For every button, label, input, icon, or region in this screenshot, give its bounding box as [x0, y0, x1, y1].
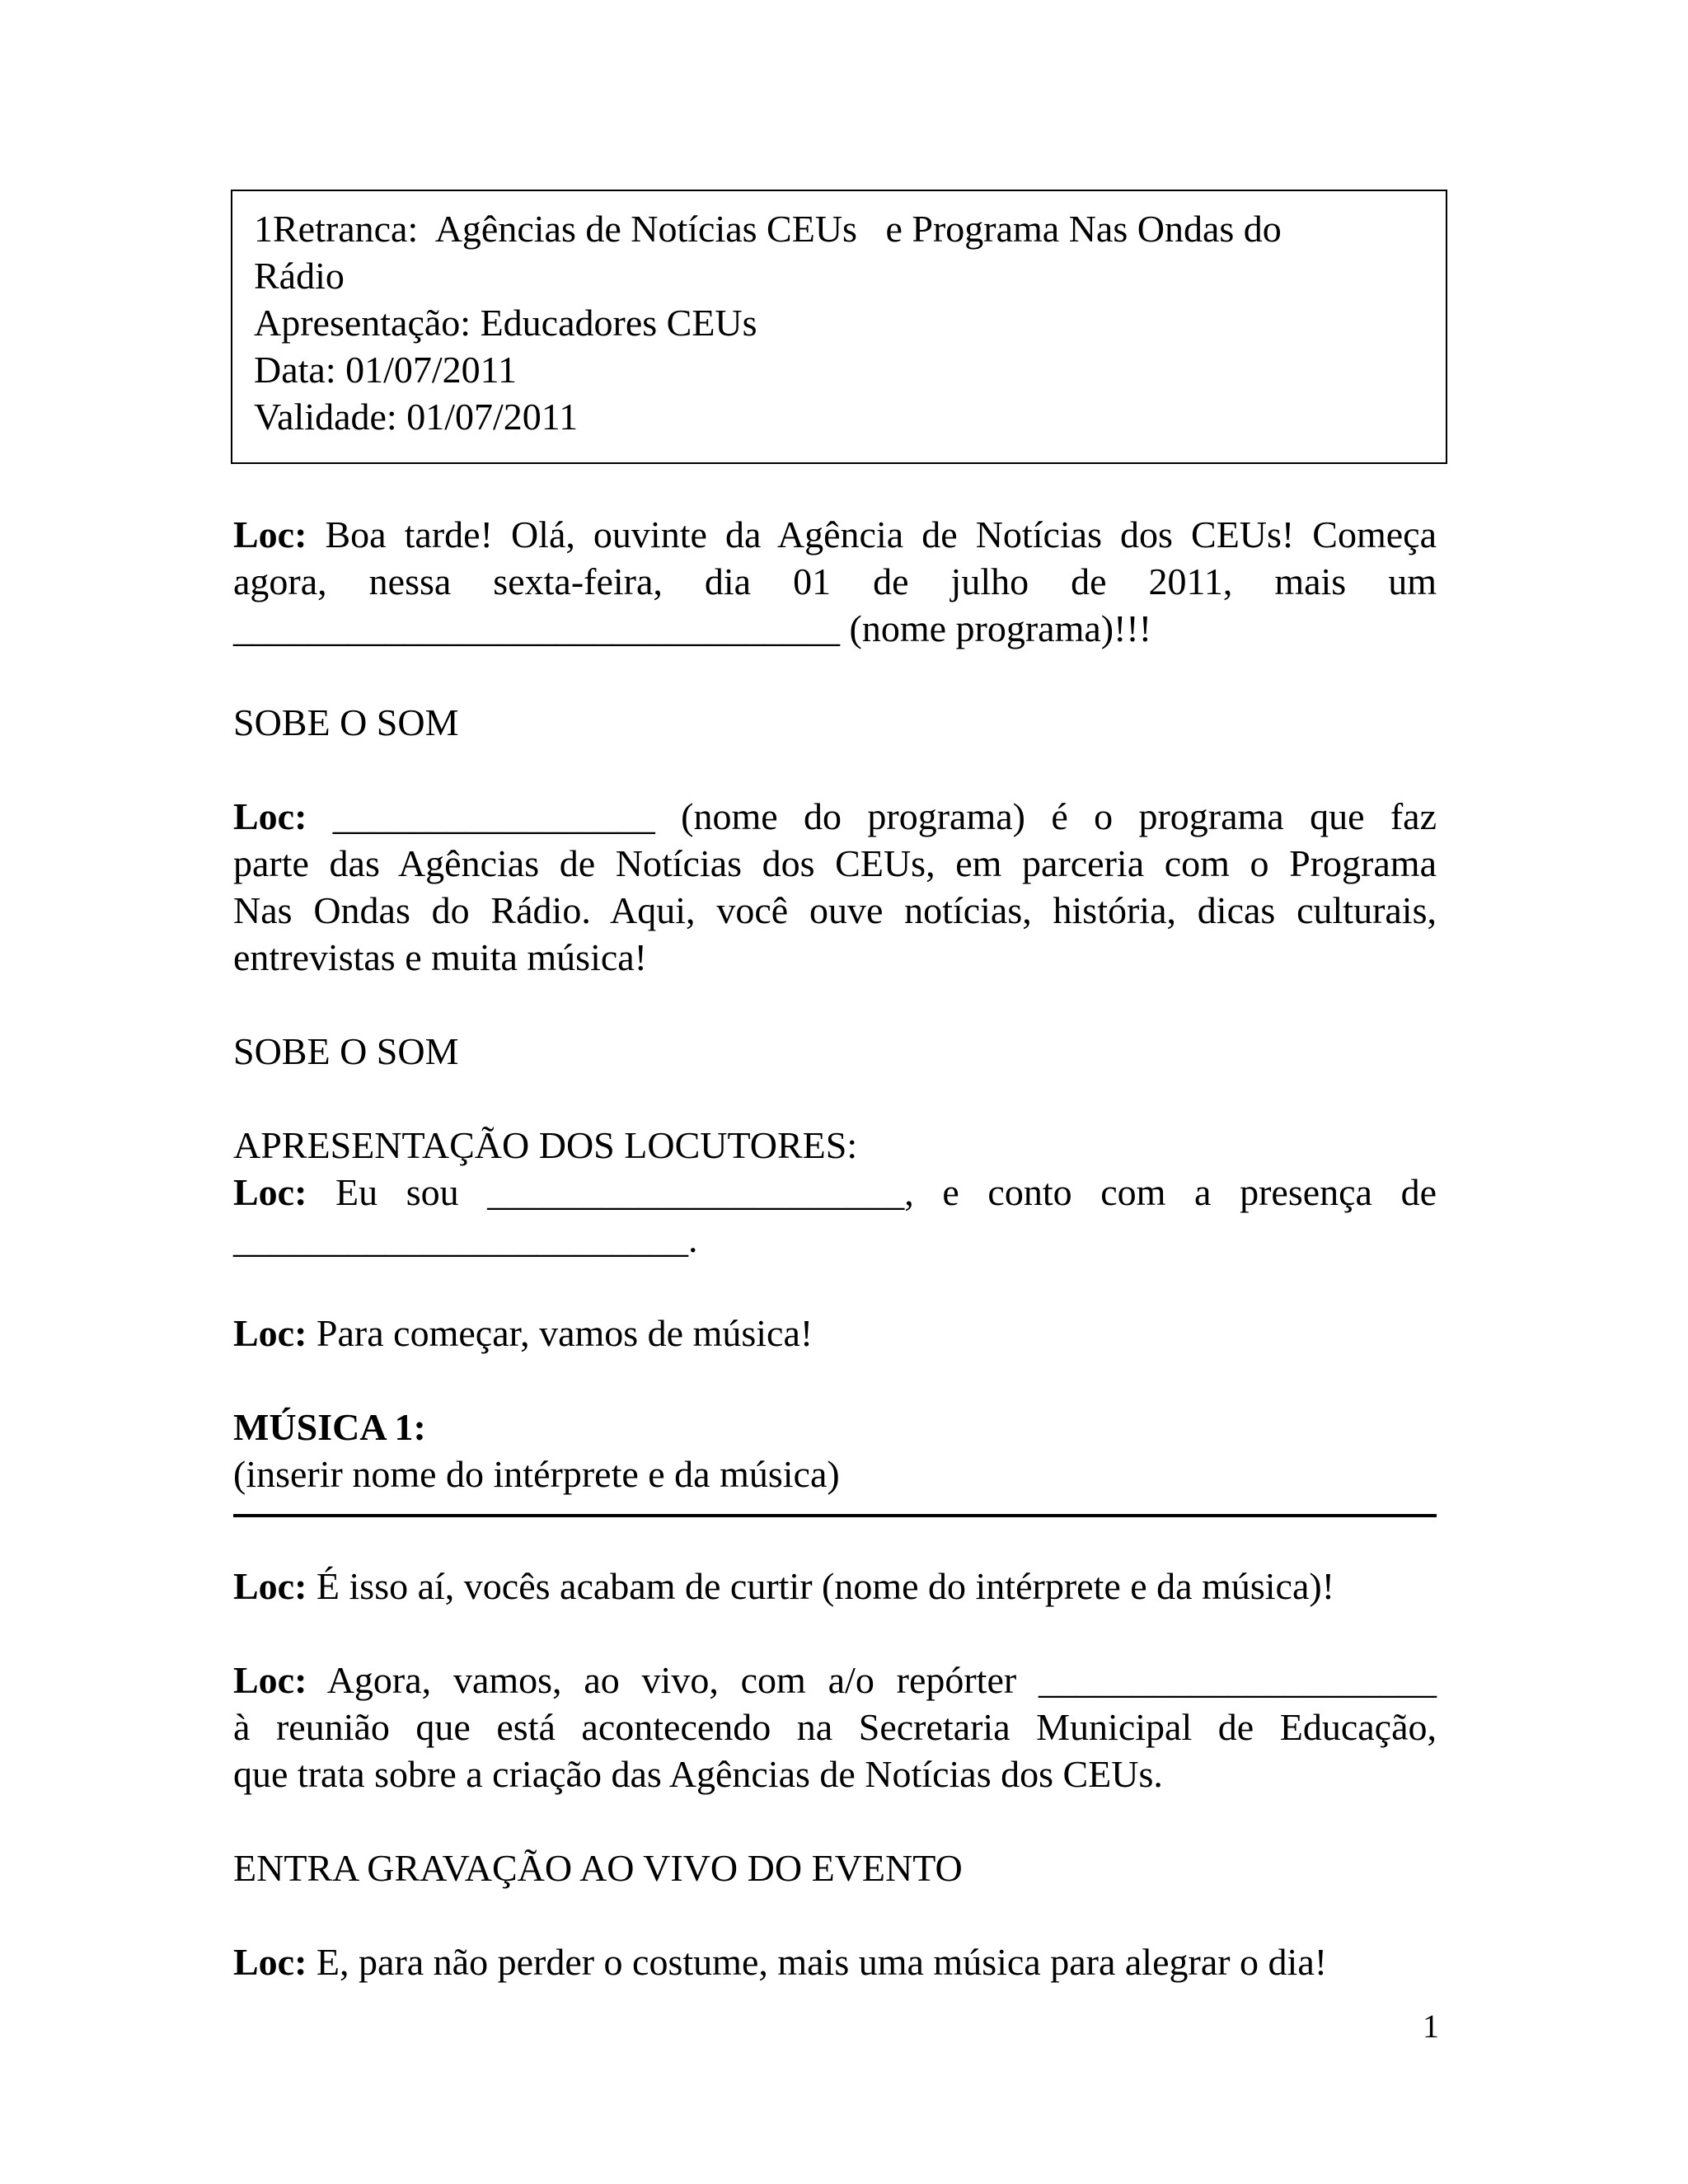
- paragraph-closing: Loc: E, para não perder o costume, mais uma música para alegrar o dia!: [233, 1941, 1328, 1983]
- header-retranca-continued: Rádio: [254, 255, 345, 297]
- opening-line-3: ________________________________ (nome programa)!!!: [233, 607, 1152, 649]
- music-1-instruction: (inserir nome do intérprete e da música): [233, 1453, 840, 1495]
- header-apresentacao: Apresentação: Educadores CEUs: [254, 302, 757, 344]
- paragraph-program-description: [233, 793, 1437, 981]
- cue-sobe-som-1: SOBE O SOM: [233, 701, 459, 743]
- loc-label: Loc:: [233, 795, 307, 837]
- paragraph-music-intro: Loc: Para começar, vamos de música!: [233, 1312, 814, 1354]
- paragraph-opening: [233, 511, 1437, 652]
- description-line-3: Nas Ondas do Rádio. Aqui, você ouve notícias, história, dicas culturais,: [233, 889, 1437, 931]
- header-retranca: 1Retranca: Agências de Notícias CEUs e Programa Nas Ondas do: [254, 208, 1282, 250]
- header-validade: Validade: 01/07/2011: [254, 396, 579, 438]
- music-1-fill-line: [233, 1514, 1437, 1517]
- loc-label: Loc:: [233, 1941, 307, 1983]
- loc-label: Loc:: [233, 1659, 307, 1701]
- music-1-title: MÚSICA 1:: [233, 1406, 426, 1448]
- description-line-2: parte das Agências de Notícias dos CEUs, em parceria com o Programa: [233, 842, 1437, 884]
- cue-entra-gravacao: ENTRA GRAVAÇÃO AO VIVO DO EVENTO: [233, 1847, 963, 1889]
- locutores-line-2: ________________________.: [233, 1218, 698, 1260]
- opening-line-1: Loc: Boa tarde! Olá, ouvinte da Agência de Notícias dos CEUs! Começa: [233, 513, 1437, 555]
- loc-label: Loc:: [233, 1565, 307, 1607]
- loc-label: Loc:: [233, 1312, 307, 1354]
- header-data: Data: 01/07/2011: [254, 349, 517, 391]
- reporter-line-2: à reunião que está acontecendo na Secretaria Municipal de Educação,: [233, 1706, 1437, 1748]
- heading-apresentacao-locutores: APRESENTAÇÃO DOS LOCUTORES:: [233, 1124, 858, 1166]
- locutores-line-1: Loc: Eu sou ______________________, e conto com a presença de: [233, 1171, 1437, 1213]
- script-body: [233, 511, 1437, 1985]
- loc-label: Loc:: [233, 1171, 307, 1213]
- paragraph-reporter: [233, 1657, 1437, 1797]
- cue-sobe-som-2: SOBE O SOM: [233, 1030, 459, 1072]
- opening-line-2: agora, nessa sexta-feira, dia 01 de julho de 2011, mais um: [233, 560, 1437, 602]
- description-line-4: entrevistas e muita música!: [233, 936, 648, 978]
- header-box: [231, 190, 1447, 464]
- loc-label: Loc:: [233, 513, 307, 555]
- description-line-1: Loc: _________________ (nome do programa) é o programa que faz: [233, 795, 1437, 837]
- paragraph-after-music: Loc: É isso aí, vocês acabam de curtir (nome do intérprete e da música)!: [233, 1565, 1335, 1607]
- page-number: 1: [1423, 2008, 1439, 2045]
- paragraph-locutores: [233, 1169, 1437, 1263]
- reporter-line-3: que trata sobre a criação das Agências de Notícias dos CEUs.: [233, 1753, 1163, 1795]
- reporter-line-1: Loc: Agora, vamos, ao vivo, com a/o repórter _____________________: [233, 1659, 1437, 1701]
